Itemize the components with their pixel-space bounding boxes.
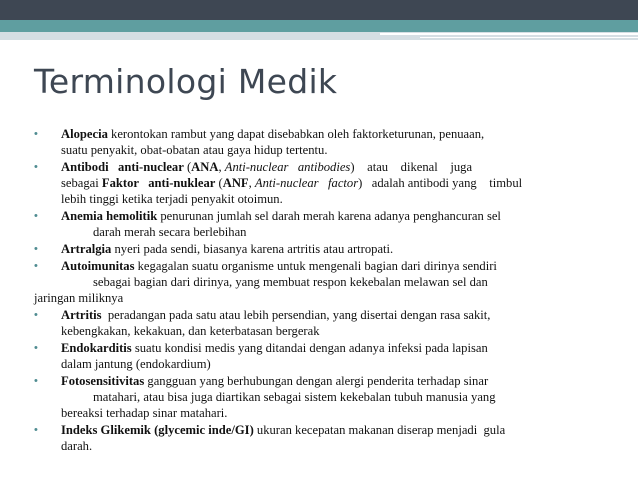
term: Artralgia [61,242,112,256]
text: ( [215,176,223,190]
line: jaringan miliknya [34,291,124,305]
line [61,159,604,175]
term: Artritis [61,308,102,322]
text: , [248,176,255,190]
definition: penurunan jumlah sel darah merah karena adanya penghancuran sel [157,209,501,223]
line: suatu penyakit, obat-obatan atau gaya hidup tertentu. [61,143,328,157]
italic-text: Anti-nuclear antibodies [224,160,351,174]
term-list [34,126,604,455]
list-item [34,373,604,421]
definition: kegagalan suatu organisme untuk mengenali bagian dari dirinya sendiri [134,259,497,273]
teal-band [0,20,638,32]
bullet: • [34,375,38,387]
list-item [34,208,604,240]
line [61,241,604,257]
definition: gangguan yang berhubungan dengan alergi penderita terhadap sinar [144,374,489,388]
term: Autoimunitas [61,259,135,273]
line: dalam jantung (endokardium) [61,357,211,371]
slide-title: Terminologi Medik [34,62,338,101]
list-item [34,258,604,306]
definition: peradangan pada satu atau lebih persendian, yang disertai dengan rasa sakit, [101,308,491,322]
line [61,307,604,323]
text: sebagai [61,176,102,190]
text: ) adalah antibodi yang timbul [358,176,523,190]
line: matahari, atau bisa juga diartikan sebagai sistem kekebalan tubuh manusia yang [93,390,496,404]
text: ) atau dikenal juga [350,160,473,174]
term: Endokarditis [61,341,132,355]
line: darah. [61,439,93,453]
line [61,208,604,224]
line [61,373,604,389]
line: darah merah secara berlebihan [93,225,247,239]
line [61,340,604,356]
term: Anemia hemolitik [61,209,158,223]
accent-line [380,33,638,35]
list-item [34,340,604,372]
text: ( [183,160,192,174]
line: sebagai bagian dari dirinya, yang membuat respon kekebalan melawan sel dan [93,275,488,289]
term: Faktor anti-nuklear [101,176,216,190]
bullet: • [34,309,38,321]
line: kebengkakan, kekakuan, dan keterbatasan bergerak [61,324,320,338]
term: Antibodi anti-nuclear [61,160,184,174]
term: Alopecia [61,127,108,141]
list-item [34,307,604,339]
bullet: • [34,243,38,255]
line [61,422,604,438]
term: Fotosensitivitas [61,374,145,388]
line [61,258,604,274]
line: lebih tinggi ketika terjadi penyakit otoimun. [61,192,283,206]
definition: nyeri pada sendi, biasanya karena artritis atau artropati. [111,242,394,256]
bullet: • [34,161,38,173]
bullet: • [34,128,38,140]
abbreviation: ANF [222,176,249,190]
top-bar [0,0,638,20]
list-item [34,126,604,158]
definition: ukuran kecepatan makanan diserap menjadi gula [253,423,506,437]
list-item [34,241,604,257]
list-item [34,422,604,454]
list-item [34,159,604,207]
italic-text: Anti-nuclear factor [254,176,359,190]
line [61,175,604,191]
bullet: • [34,424,38,436]
term: Indeks Glikemik (glycemic inde/GI) [61,423,254,437]
definition: suatu kondisi medis yang ditandai dengan adanya infeksi pada lapisan [131,341,488,355]
definition: kerontokan rambut yang dapat disebabkan oleh faktorketurunan, penuaan, [107,127,485,141]
accent-line [420,37,638,38]
text: , [218,160,225,174]
line [61,126,604,142]
bullet: • [34,210,38,222]
bullet: • [34,260,38,272]
bullet: • [34,342,38,354]
abbreviation: ANA [191,160,219,174]
line: bereaksi terhadap sinar matahari. [61,406,228,420]
